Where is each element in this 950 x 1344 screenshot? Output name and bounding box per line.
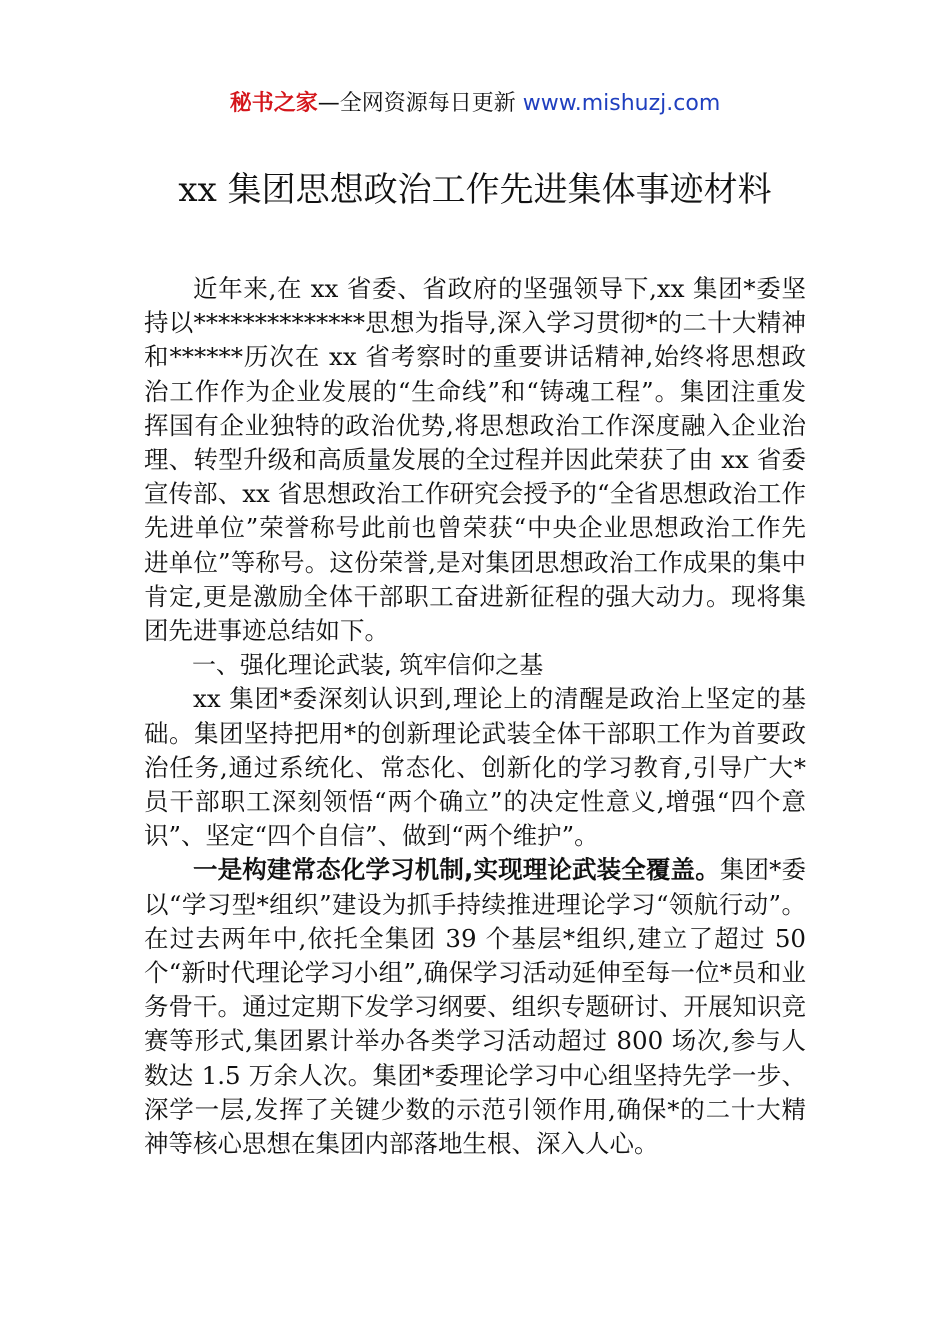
document-body (144, 272, 806, 1161)
site-banner (0, 88, 950, 120)
section-paragraph: xx 集团*委深刻认识到,理论上的清醒是政治上坚定的基础。集团坚持把用*的创新理论武装全体干部职工作为首要政治任务,通过系统化、常态化、创新化的学习教育,引导广大*员干部职工深刻领悟“两个确立”的决定性意义,增强“四个意识”、坚定“四个自信”、做到“两个维护”。 (144, 684, 806, 851)
section-heading: 一、强化理论武装, 筑牢信仰之基 (192, 651, 544, 680)
point-lead: 一是构建常态化学习机制,实现理论武装全覆盖。 (193, 855, 720, 885)
point-paragraph (144, 853, 806, 1161)
point-body: 集团*委以“学习型*组织”建设为抓手持续推进理论学习“领航行动”。在过去两年中,依托全集团 39 个基层*组织,建立了超过 50 个“新时代理论学习小组”,确保学习活动延伸至每一位*员和业务骨干。通过定期下发学习纲要、组织专题研讨、开展知识竞赛等形式,集团累计举办各类学习活动超过 800 场次,参与人数达 1.5 万余人次。集团*委理论学习中心组坚持先学一步、深学一层,发挥了关键少数的示范引领作用,确保*的二十大精神等核心思想在集团内部落地生根、深入人心。 (144, 855, 807, 1159)
site-link[interactable]: www.mishuzj.com (522, 91, 721, 116)
banner-tagline: —全网资源每日更新 (317, 91, 523, 116)
intro-paragraph: 近年来,在 xx 省委、省政府的坚强领导下,xx 集团*委坚持以**************思想为指导,深入学习贯彻*的二十大精神和******历次在 xx 省考察时的重要讲话精神,始终将思想政治工作作为企业发展的“生命线”和“铸魂工程”。集团注重发挥国有企业独特的政治优势,将思想政治工作深度融入企业治理、转型升级和高质量发展的全过程并因此荣获了由 xx 省委宣传部、xx 省思想政治工作研究会授予的“全省思想政治工作先进单位”荣誉称号此前也曾荣获“中央企业思想政治工作先进单位”等称号。这份荣誉,是对集团思想政治工作成果的集中肯定,更是激励全体干部职工奋进新征程的强大动力。现将集团先进事迹总结如下。 (144, 274, 806, 646)
brand-name: 秘书之家 (229, 91, 318, 116)
document-title: xx 集团思想政治工作先进集体事迹材料 (178, 170, 772, 210)
